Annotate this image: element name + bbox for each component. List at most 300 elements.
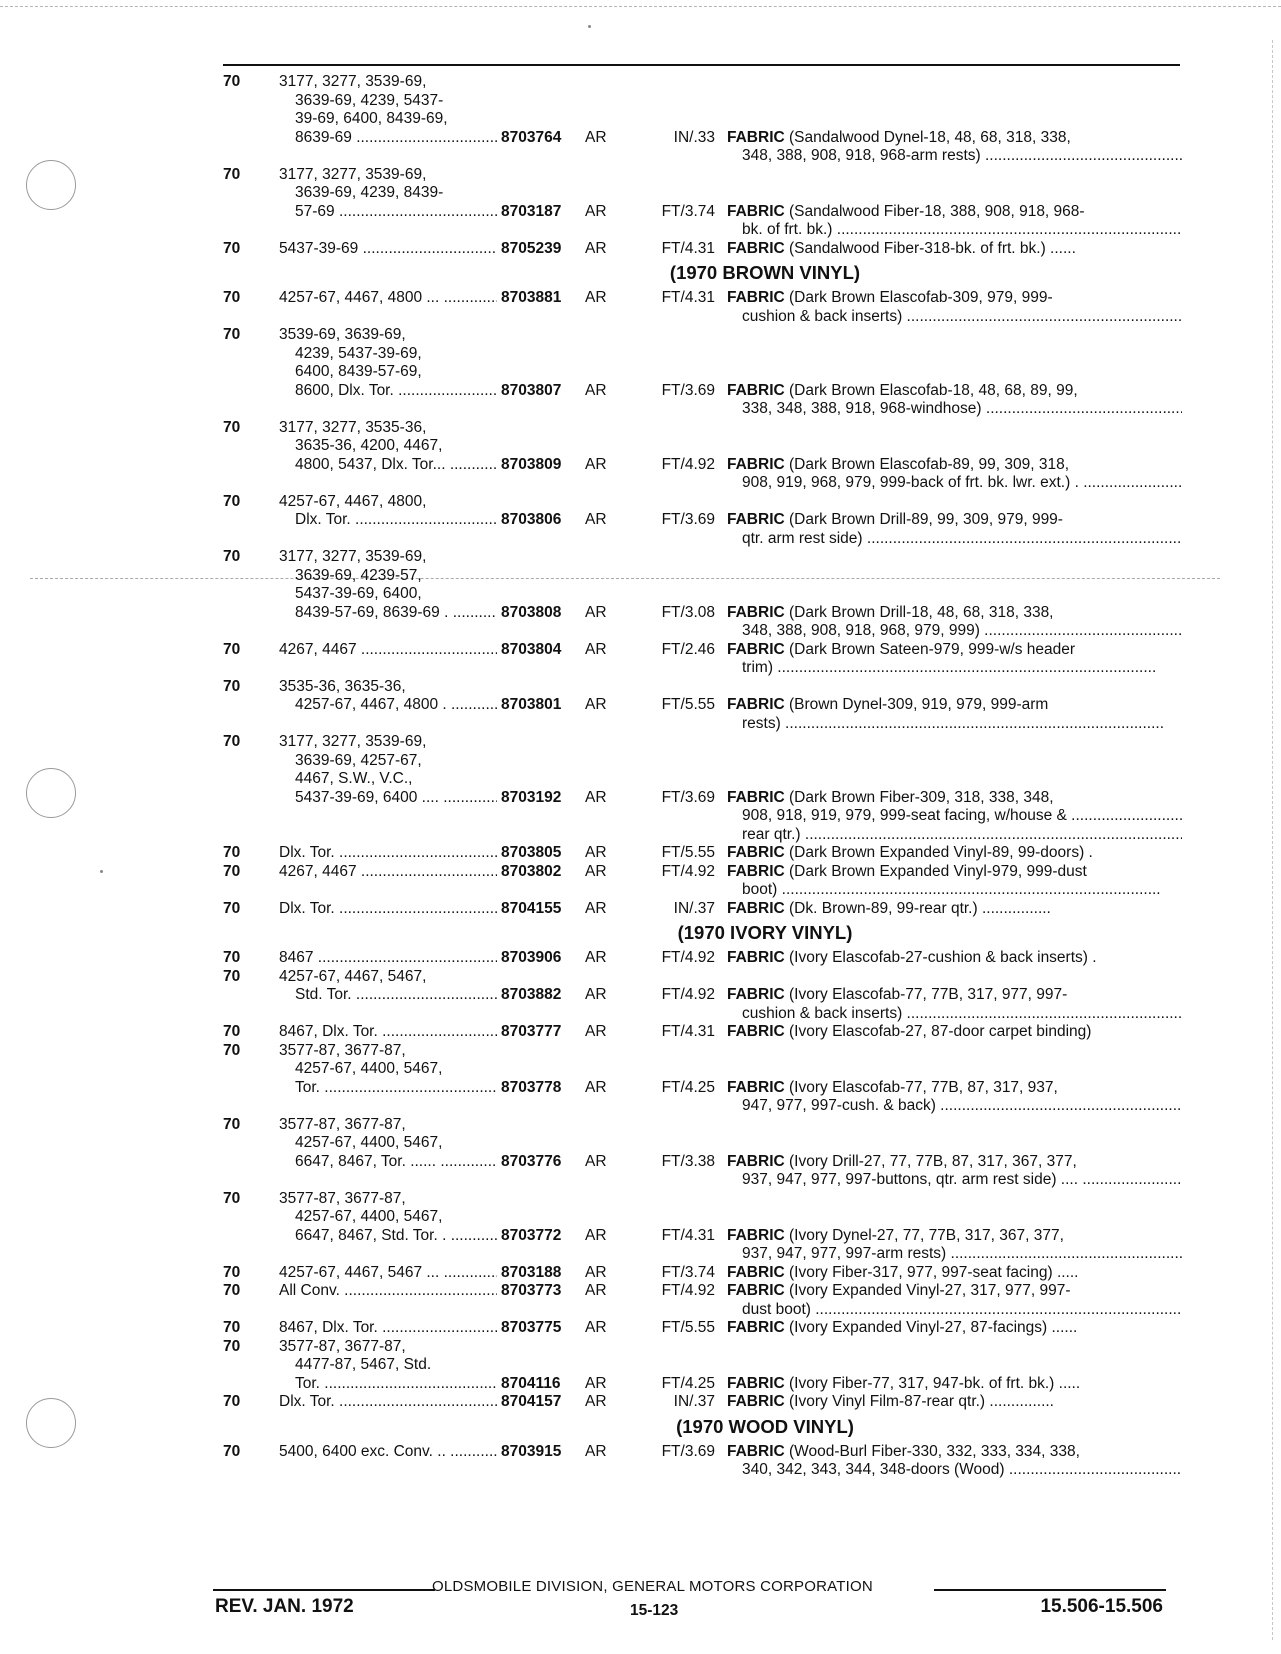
catalog-entry <box>215 949 1185 968</box>
description-label: FABRIC <box>727 1226 785 1244</box>
description-label: FABRIC <box>727 1282 785 1299</box>
catalog-entry <box>215 733 1185 844</box>
unit-price: FT/4.25 <box>661 1078 715 1096</box>
model-year: 70 <box>223 844 241 861</box>
model-year: 70 <box>223 73 241 90</box>
quantity: AR <box>585 788 607 806</box>
quantity: AR <box>585 949 607 966</box>
footer-revision: REV. JAN. 1972 <box>215 1596 354 1617</box>
unit-price: FT/4.92 <box>661 862 715 880</box>
catalog-entry <box>215 326 1185 419</box>
application-line: 6647, 8467, Std. Tor. . ..... <box>279 1227 497 1246</box>
model-year: 70 <box>223 1041 241 1059</box>
description-line <box>727 863 1182 882</box>
description <box>727 986 1182 1023</box>
application-line: 4467, S.W., V.C., <box>295 770 413 787</box>
application-line: 3177, 3277, 3539-69, <box>279 733 427 750</box>
description-line: 908, 918, 919, 979, 999-seat facing, w/house & ..... <box>727 807 1182 826</box>
description <box>727 1375 1182 1394</box>
catalog-entry <box>215 548 1185 641</box>
catalog-entry <box>215 419 1185 493</box>
model-year: 70 <box>223 239 241 257</box>
part-number: 8703188 <box>501 1263 562 1281</box>
application-line: 3577-87, 3677-87, <box>279 1189 406 1207</box>
model-year: 70 <box>223 1115 241 1133</box>
description <box>727 289 1182 326</box>
part-number: 8703777 <box>501 1023 562 1040</box>
application-list <box>279 326 489 382</box>
description-text: (Brown Dynel-309, 919, 979, 999-arm <box>784 696 1049 713</box>
part-row <box>215 1319 1185 1338</box>
description-text: (Dark Brown Elascofab-18, 48, 68, 89, 99, <box>784 381 1078 399</box>
description <box>727 240 1182 259</box>
description-label: FABRIC <box>727 202 785 220</box>
description <box>727 1319 1182 1338</box>
catalog-entry <box>215 678 1185 734</box>
part-row <box>215 128 1185 164</box>
part-row <box>215 603 1185 639</box>
part-row <box>215 289 1185 325</box>
part-row <box>215 986 1185 1022</box>
description <box>727 456 1182 493</box>
application-line: 3639-69, 4239, 8439- <box>295 184 444 201</box>
description-text: (Dark Brown Expanded Vinyl-979, 999-dust <box>784 862 1087 880</box>
description <box>727 1227 1182 1264</box>
description-text: (Dk. Brown-89, 99-rear qtr.) ................ <box>784 899 1051 917</box>
unit-price: FT/3.38 <box>661 1152 715 1170</box>
quantity: AR <box>585 511 607 528</box>
unit-price: FT/4.31 <box>661 239 715 257</box>
application-list <box>279 73 489 129</box>
application-line: 4257-67, 4467, 4800 . ..... <box>279 696 497 715</box>
quantity: AR <box>585 202 607 220</box>
application-line: 3177, 3277, 3539-69, <box>279 165 427 183</box>
unit-price: IN/.33 <box>673 128 715 146</box>
description <box>727 129 1182 166</box>
model-year: 70 <box>223 326 241 343</box>
description-line <box>727 986 1182 1005</box>
description-text: (Sandalwood Dynel-18, 48, 68, 318, 338, <box>784 128 1071 146</box>
part-number: 8703773 <box>501 1282 562 1299</box>
description <box>727 1264 1182 1283</box>
description-line: boot) ..... <box>727 881 1182 900</box>
part-row <box>215 1264 1185 1283</box>
description-text: (Dark Brown Elascofab-309, 979, 999- <box>784 289 1053 306</box>
unit-price: IN/.37 <box>673 1393 715 1410</box>
description-label: FABRIC <box>727 1078 785 1096</box>
catalog-entry <box>215 289 1185 326</box>
description-label: FABRIC <box>727 862 785 880</box>
quantity: AR <box>585 1226 607 1244</box>
binder-hole-middle <box>26 768 76 818</box>
catalog-entry <box>215 844 1185 863</box>
quantity: AR <box>585 696 607 713</box>
catalog-entry <box>215 1264 1185 1283</box>
unit-price: FT/5.55 <box>661 696 715 713</box>
unit-price: FT/3.74 <box>661 202 715 220</box>
model-year: 70 <box>223 548 241 565</box>
description-line <box>727 1393 1182 1412</box>
application-list <box>279 1116 489 1153</box>
unit-price: FT/3.69 <box>661 511 715 528</box>
application-list <box>279 968 489 987</box>
description-line <box>727 949 1182 968</box>
quantity: AR <box>585 844 607 861</box>
part-row <box>215 900 1185 919</box>
application-list <box>279 1190 489 1227</box>
unit-price: FT/3.69 <box>661 381 715 399</box>
part-row <box>215 455 1185 491</box>
description-text: (Ivory Expanded Vinyl-27, 87-facings) ...... <box>784 1319 1078 1336</box>
unit-price: IN/.37 <box>673 899 715 917</box>
application-line: 3639-69, 4257-67, <box>295 751 422 769</box>
description-line <box>727 844 1182 863</box>
description-label: FABRIC <box>727 239 785 257</box>
catalog-entry <box>215 641 1185 678</box>
model-year: 70 <box>223 418 241 436</box>
application-line: Dlx. Tor. ..... <box>279 900 497 919</box>
footer-organization: OLDSMOBILE DIVISION, GENERAL MOTORS CORPORATION <box>432 1578 873 1595</box>
description-label: FABRIC <box>727 1442 785 1460</box>
description-line: 348, 388, 908, 918, 968-arm rests) ..... <box>727 147 1182 166</box>
quantity: AR <box>585 1282 607 1299</box>
part-row <box>215 949 1185 968</box>
section-heading: (1970 IVORY VINYL) <box>677 922 853 943</box>
description-text: (Dark Brown Drill-89, 99, 309, 979, 999- <box>784 511 1063 528</box>
application-line: 39-69, 6400, 8439-69, <box>295 110 448 127</box>
description-line <box>727 1282 1182 1301</box>
part-number: 8703192 <box>501 788 562 806</box>
catalog-entry <box>215 1319 1185 1338</box>
application-line: 8467, Dlx. Tor. ..... <box>279 1319 497 1338</box>
unit-price: FT/2.46 <box>661 640 715 658</box>
description <box>727 641 1182 678</box>
description <box>727 844 1182 863</box>
description-line: trim) ..... <box>727 659 1182 678</box>
description-text: (Ivory Drill-27, 77, 77B, 87, 317, 367, 377, <box>784 1152 1077 1170</box>
model-year: 70 <box>223 1282 241 1299</box>
application-line: 3577-87, 3677-87, <box>279 1337 406 1355</box>
unit-price: FT/4.92 <box>661 455 715 473</box>
model-year: 70 <box>223 1189 241 1207</box>
footer-reference: 15.506-15.506 <box>1040 1596 1163 1617</box>
part-row <box>215 381 1185 417</box>
application-line: 4257-67, 4400, 5467, <box>295 1208 443 1225</box>
application-list <box>279 733 489 789</box>
description-line <box>727 1264 1182 1283</box>
part-row <box>215 202 1185 238</box>
description-line <box>727 1227 1182 1246</box>
catalog-entry <box>215 1042 1185 1116</box>
unit-price: FT/4.25 <box>661 1374 715 1392</box>
part-row <box>215 862 1185 898</box>
model-year: 70 <box>223 1337 241 1355</box>
description-line <box>727 1375 1182 1394</box>
part-number: 8703906 <box>501 949 562 966</box>
description-text: (Ivory Expanded Vinyl-27, 317, 977, 997- <box>784 1282 1071 1299</box>
model-year: 70 <box>223 289 241 306</box>
description-line <box>727 1023 1182 1042</box>
application-line: 3177, 3277, 3535-36, <box>279 418 427 436</box>
application-line: 8600, Dlx. Tor. ..... <box>279 382 497 401</box>
description-line: 908, 919, 968, 979, 999-back of frt. bk. lwr. ext.) . ..... <box>727 474 1182 493</box>
application-line: 6400, 8439-57-69, <box>295 363 422 380</box>
application-line: 5437-39-69 ..... <box>279 240 497 259</box>
application-line: 5437-39-69, 6400, <box>295 585 422 602</box>
application-line: 4267, 4467 ..... <box>279 641 497 660</box>
quantity: AR <box>585 1442 607 1460</box>
footer-rule-right <box>934 1589 1166 1591</box>
description-line: 937, 947, 977, 997-arm rests) ..... <box>727 1245 1182 1264</box>
model-year: 70 <box>223 677 241 695</box>
description-line <box>727 289 1182 308</box>
description-text: (Sandalwood Fiber-18, 388, 908, 918, 968- <box>784 202 1085 220</box>
description-label: FABRIC <box>727 899 785 917</box>
description-text: (Dark Brown Elascofab-89, 99, 309, 318, <box>784 455 1070 473</box>
application-line: 5437-39-69, 6400 .... ..... <box>279 789 497 808</box>
application-line: 8467, Dlx. Tor. ..... <box>279 1023 497 1042</box>
model-year: 70 <box>223 967 241 985</box>
description-label: FABRIC <box>727 1023 785 1040</box>
quantity: AR <box>585 381 607 399</box>
description-text: (Sandalwood Fiber-318-bk. of frt. bk.) ...... <box>784 239 1076 257</box>
part-number: 8703764 <box>501 128 562 146</box>
application-line: 8439-57-69, 8639-69 . ..... <box>279 604 497 623</box>
part-number: 8703776 <box>501 1152 562 1170</box>
catalog-entry <box>215 493 1185 549</box>
application-line: 4257-67, 4467, 4800, <box>279 492 427 510</box>
application-line: 3577-87, 3677-87, <box>279 1041 406 1059</box>
application-line: 5400, 6400 exc. Conv. .. ..... <box>279 1443 497 1462</box>
part-row <box>215 240 1185 259</box>
scan-edge-right <box>1272 40 1273 1640</box>
unit-price: FT/4.92 <box>661 949 715 966</box>
part-number: 8703187 <box>501 202 562 220</box>
part-row <box>215 1393 1185 1412</box>
application-line: Dlx. Tor. ..... <box>279 511 497 530</box>
description-line <box>727 641 1182 660</box>
description-line <box>727 789 1182 808</box>
description <box>727 604 1182 641</box>
part-row <box>215 1078 1185 1114</box>
part-number: 8704157 <box>501 1393 562 1410</box>
part-row <box>215 640 1185 676</box>
application-line: Std. Tor. ..... <box>279 986 497 1005</box>
part-number: 8703775 <box>501 1319 562 1336</box>
description-label: FABRIC <box>727 128 785 146</box>
unit-price: FT/4.92 <box>661 1282 715 1299</box>
description-line <box>727 382 1182 401</box>
part-row <box>215 788 1185 843</box>
description <box>727 696 1182 733</box>
quantity: AR <box>585 1078 607 1096</box>
part-number: 8703808 <box>501 603 562 621</box>
description-line: 340, 342, 343, 344, 348-doors (Wood) ..... <box>727 1461 1182 1480</box>
part-number: 8703809 <box>501 455 562 473</box>
application-list <box>279 493 489 512</box>
description <box>727 789 1182 845</box>
catalog-entry <box>215 1023 1185 1042</box>
application-line: 4257-67, 4467, 5467 ... ..... <box>279 1264 497 1283</box>
part-row <box>215 511 1185 547</box>
description-line: 937, 947, 977, 997-buttons, qtr. arm rest side) .... ..... <box>727 1171 1182 1190</box>
description <box>727 1443 1182 1480</box>
description-label: FABRIC <box>727 1374 785 1392</box>
quantity: AR <box>585 289 607 306</box>
application-line: Dlx. Tor. ..... <box>279 1393 497 1412</box>
binder-hole-top <box>26 160 76 210</box>
unit-price: FT/4.31 <box>661 1226 715 1244</box>
unit-price: FT/3.69 <box>661 788 715 806</box>
application-line: Dlx. Tor. ..... <box>279 844 497 863</box>
application-line: 4257-67, 4400, 5467, <box>295 1060 443 1077</box>
quantity: AR <box>585 1319 607 1336</box>
description-text: (Ivory Elascofab-27-cushion & back inserts) . <box>784 949 1097 966</box>
part-number: 8703804 <box>501 640 562 658</box>
application-line: All Conv. ..... <box>279 1282 497 1301</box>
description-line <box>727 511 1182 530</box>
application-line: 3639-69, 4239-57, <box>295 566 422 584</box>
description-text: (Ivory Vinyl Film-87-rear qtr.) ............... <box>784 1393 1054 1410</box>
application-line: 3535-36, 3635-36, <box>279 677 406 695</box>
quantity: AR <box>585 899 607 917</box>
part-number: 8703806 <box>501 511 562 528</box>
part-number: 8703802 <box>501 862 562 880</box>
application-line: 4267, 4467 ..... <box>279 863 497 882</box>
application-line: 3177, 3277, 3539-69, <box>279 548 427 565</box>
application-line: Tor. ..... <box>279 1375 497 1394</box>
unit-price: FT/4.31 <box>661 289 715 306</box>
description-label: FABRIC <box>727 640 785 658</box>
part-number: 8703778 <box>501 1078 562 1096</box>
model-year: 70 <box>223 1263 241 1281</box>
description-label: FABRIC <box>727 1319 785 1336</box>
description-text: (Ivory Dynel-27, 77, 77B, 317, 367, 377, <box>784 1226 1064 1244</box>
quantity: AR <box>585 986 607 1003</box>
description-line <box>727 240 1182 259</box>
description <box>727 1153 1182 1190</box>
description <box>727 511 1182 548</box>
description-line <box>727 1153 1182 1172</box>
top-rule <box>223 64 1180 66</box>
part-row <box>215 1375 1185 1394</box>
description-line: 348, 388, 908, 918, 968, 979, 999) ..... <box>727 622 1182 641</box>
description-label: FABRIC <box>727 603 785 621</box>
unit-price: FT/3.74 <box>661 1263 715 1281</box>
speck <box>588 25 591 28</box>
description-label: FABRIC <box>727 1393 785 1410</box>
description-line <box>727 1079 1182 1098</box>
part-row <box>215 1152 1185 1188</box>
application-line: 4239, 5437-39-69, <box>295 344 422 362</box>
description-line: cushion & back inserts) ..... <box>727 308 1182 327</box>
description-line: 947, 977, 997-cush. & back) ..... <box>727 1097 1182 1116</box>
catalog-entry <box>215 240 1185 259</box>
model-year: 70 <box>223 899 241 917</box>
model-year: 70 <box>223 1393 241 1410</box>
description <box>727 949 1182 968</box>
unit-price: FT/4.31 <box>661 1023 715 1040</box>
part-number: 8703807 <box>501 381 562 399</box>
description-text: (Dark Brown Expanded Vinyl-89, 99-doors) . <box>784 844 1093 861</box>
application-list <box>279 1338 489 1375</box>
part-number: 8703882 <box>501 986 562 1003</box>
application-list <box>279 678 489 697</box>
application-line: 4257-67, 4400, 5467, <box>295 1134 443 1151</box>
catalog-entry <box>215 1116 1185 1190</box>
description-text: (Wood-Burl Fiber-330, 332, 333, 334, 338, <box>784 1442 1080 1460</box>
catalog-entry <box>215 1393 1185 1412</box>
part-row <box>215 1226 1185 1262</box>
application-list <box>279 419 489 456</box>
speck <box>100 870 103 873</box>
catalog-entry <box>215 968 1185 1024</box>
quantity: AR <box>585 640 607 658</box>
description <box>727 382 1182 419</box>
description <box>727 1393 1182 1412</box>
part-number: 8703805 <box>501 844 562 861</box>
model-year: 70 <box>223 492 241 510</box>
section-heading: (1970 BROWN VINYL) <box>669 262 861 283</box>
description-text: (Dark Brown Drill-18, 48, 68, 318, 338, <box>784 603 1054 621</box>
model-year: 70 <box>223 949 241 966</box>
catalog-entry <box>215 1282 1185 1319</box>
part-number: 8704155 <box>501 899 562 917</box>
application-line: 4257-67, 4467, 4800 ... ..... <box>279 289 497 308</box>
description-line <box>727 456 1182 475</box>
catalog-entry <box>215 900 1185 919</box>
description-text: (Ivory Elascofab-77, 77B, 317, 977, 997- <box>784 986 1068 1003</box>
quantity: AR <box>585 1152 607 1170</box>
description-text: (Ivory Elascofab-77, 77B, 87, 317, 937, <box>784 1078 1058 1096</box>
parts-catalog <box>215 73 1185 1480</box>
section-heading: (1970 WOOD VINYL) <box>676 1415 854 1437</box>
application-line: 8639-69 ..... <box>279 129 497 148</box>
part-number: 8703881 <box>501 289 562 306</box>
part-row <box>215 1442 1185 1478</box>
application-line: 3639-69, 4239, 5437- <box>295 91 444 109</box>
description-label: FABRIC <box>727 289 785 306</box>
part-number: 8703801 <box>501 696 562 713</box>
model-year: 70 <box>223 1319 241 1336</box>
description <box>727 1282 1182 1319</box>
description-text: (Ivory Elascofab-27, 87-door carpet binding) <box>784 1023 1092 1040</box>
model-year: 70 <box>223 1023 241 1040</box>
description-label: FABRIC <box>727 696 785 713</box>
unit-price: FT/3.08 <box>661 603 715 621</box>
catalog-entry <box>215 1443 1185 1480</box>
application-line: 6647, 8467, Tor. ...... ..... <box>279 1153 497 1172</box>
description <box>727 863 1182 900</box>
description <box>727 203 1182 240</box>
quantity: AR <box>585 1023 607 1040</box>
quantity: AR <box>585 239 607 257</box>
part-number: 8705239 <box>501 239 562 257</box>
description-line <box>727 1319 1182 1338</box>
quantity: AR <box>585 455 607 473</box>
application-line: 8467 ..... <box>279 949 497 968</box>
description-line: qtr. arm rest side) ..... <box>727 530 1182 549</box>
application-line: 3177, 3277, 3539-69, <box>279 73 427 90</box>
description-label: FABRIC <box>727 1152 785 1170</box>
quantity: AR <box>585 1374 607 1392</box>
description-label: FABRIC <box>727 949 785 966</box>
part-row <box>215 1023 1185 1042</box>
footer-rule-left <box>213 1589 435 1591</box>
unit-price: FT/4.92 <box>661 986 715 1003</box>
application-line: 3539-69, 3639-69, <box>279 326 406 343</box>
model-year: 70 <box>223 862 241 880</box>
